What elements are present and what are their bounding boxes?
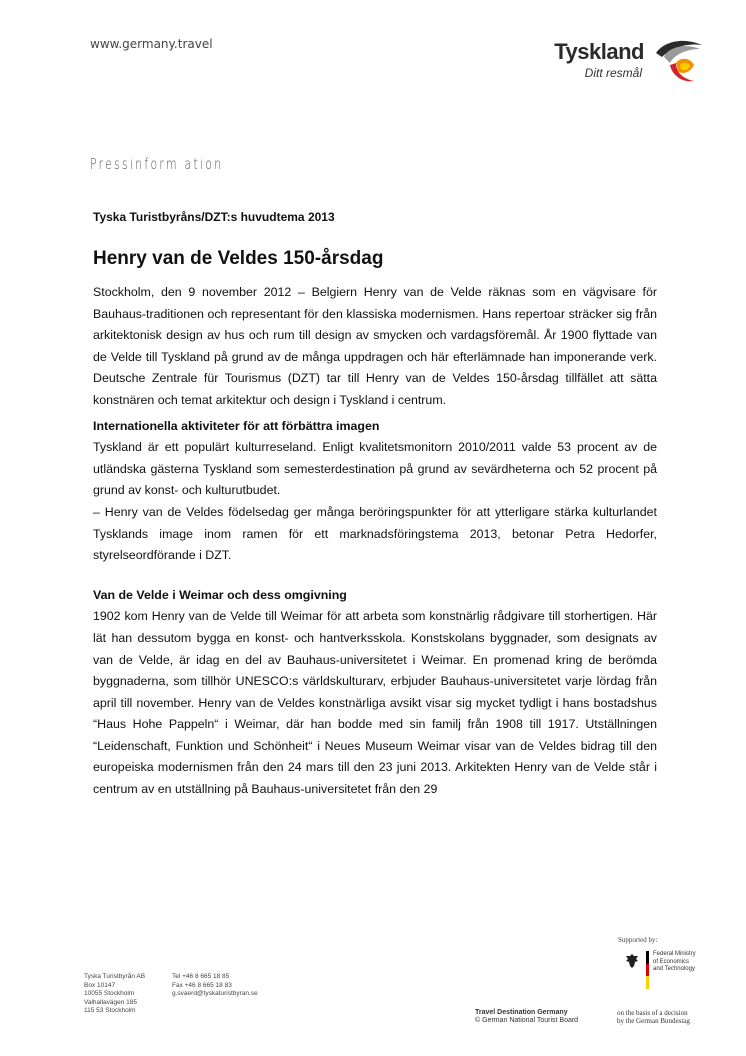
- flag-red-stripe: [646, 964, 649, 977]
- section-paragraph: Tyskland är ett populärt kulturreseland. Enligt kvalitetsmonitorn 2010/2011 valde 53 procent av de utländska gästerna Tyskland som semesterdestination på grund av sevärdheterna och 52 procent på grund av konst- och kulturutbudet.: [93, 440, 657, 498]
- address-line: Tyska Turistbyrån AB: [84, 973, 146, 980]
- press-release-body: [93, 210, 657, 801]
- section-paragraph: 1902 kom Henry van de Velde till Weimar för att arbeta som konstnärlig rådgivare till storhertigen. Här lät han dessutom bygga en konst- och hantverksskola. Konstskolans byggnader, som designats av van de Velde, är idag en del av Bauhaus-universitetet i Weimar. En promenad kring de berömda byggnaderna, som tillhör UNESCO:s världskulturarv, erbjuder Bauhaus-universitetet varje lördag från april till november. Henry van de Veldes konstnärliga avsikt visar sig mycket tydligt i hans bostadshus “Haus Hohe Pappeln“ i Weimar, där han bodde med sin familj från 1908 till 1917. Utställningen “Leidenschaft, Funktion und Schönheit“ i Neues Museum Weimar visar van de Veldes bidrag till den europeiska modernismen från den 24 mars till den 23 juni 2013. Arkitekten Henry van de Velde står i centrum av en utställning på Bauhaus-universitetet från den 29: [93, 609, 657, 797]
- press-information-label: Pressinform ation: [90, 155, 224, 173]
- email-link[interactable]: g.svaerd@tyskaturistbyran.se: [172, 990, 258, 997]
- ministry-logo: [625, 951, 715, 991]
- section-heading-weimar: Van de Velde i Weimar och dess omgivning: [93, 587, 347, 602]
- subtitle: Tyska Turistbyråns/DZT:s huvudtema 2013: [93, 210, 335, 224]
- section-paragraph: – Henry van de Veldes födelsedag ger många beröringspunkter för att ytterligare stärka kulturlandet Tysklands image inom ramen för ett marknadsföringstema 2013, betonar Petra Hedorfer, styrelseordförande i DZT.: [93, 504, 657, 563]
- section-heading-international: Internationella aktiviteter för att förbättra imagen: [93, 418, 380, 433]
- tdg-subtitle: © German National Tourist Board: [475, 1017, 579, 1024]
- tdg-title: Travel Destination Germany: [475, 1009, 568, 1016]
- germany-travel-bird-icon: [650, 35, 708, 85]
- decision-line: by the German Bundestag: [617, 1017, 690, 1025]
- headline: Henry van de Veldes 150-årsdag: [93, 248, 384, 269]
- logo-title: Tyskland: [554, 39, 644, 64]
- flag-black-stripe: [646, 951, 649, 964]
- tyskland-logo: [548, 35, 708, 85]
- ministry-name: Federal Ministry of Economics and Technology: [653, 951, 696, 972]
- supported-by-label: Supported by:: [618, 936, 658, 944]
- intro-paragraph: Stockholm, den 9 november 2012 – Belgiern Henry van de Velde räknas som en vägvisare för Bauhaus-traditionen och representant för den klassiska modernismen. Hans repertoar sträcker sig från arkitektonisk design av hus och rum till design av smycken och vardagsföremål. År 1900 flyttade van de Velde till Tyskland på grund av de många uppdragen och här efterlämnade han imponerande verk. Deutsche Zentrale für Tourismus (DZT) tar till Henry van de Veldes 150-årsdag tillfället att sätta konstnären och temat arkitektur och design i Tyskland i centrum.: [93, 285, 657, 407]
- decision-line: on the basis of a decision: [617, 1009, 688, 1017]
- footer-bundestag-decision: [617, 1009, 690, 1025]
- address-line: 115 53 Stockholm: [84, 1007, 136, 1014]
- address-line: 10055 Stockholm: [84, 990, 135, 997]
- german-flag-bar: [646, 951, 649, 989]
- footer-address: [84, 973, 145, 1016]
- logo-tagline: Ditt resmål: [584, 66, 642, 80]
- fax-number: Fax +46 8 665 18 83: [172, 981, 232, 989]
- phone-number: Tel +46 8 665 18 85: [172, 973, 230, 980]
- federal-eagle-icon: [625, 953, 639, 969]
- footer-travel-destination: [475, 1009, 578, 1025]
- site-url[interactable]: www.germany.travel: [90, 37, 213, 51]
- flag-gold-stripe: [646, 976, 649, 989]
- address-line: Valhallavägen 185: [84, 998, 138, 1006]
- footer-contact: [172, 973, 258, 999]
- address-line: Box 10147: [84, 981, 116, 989]
